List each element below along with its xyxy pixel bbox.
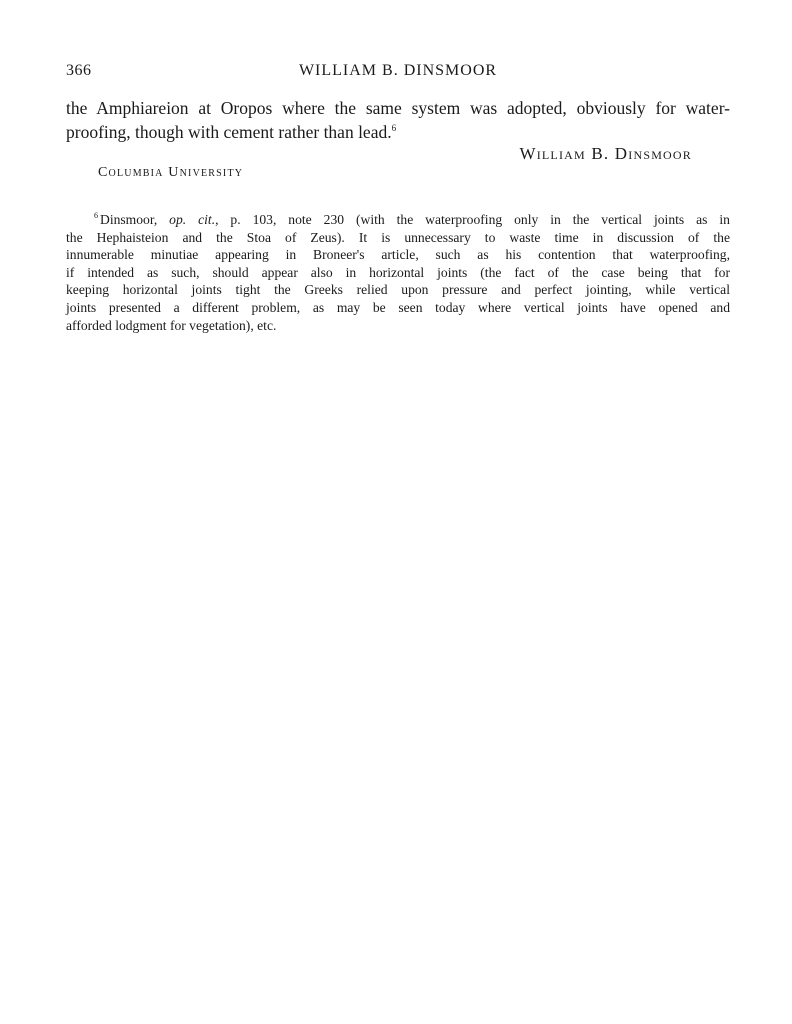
footnote-line: innumerable minutiae appearing in Broneer's article, such as his contention that waterproofing,: [66, 247, 730, 263]
body-paragraph: [66, 96, 730, 144]
running-head: [66, 62, 730, 86]
body-line-text: proofing, though with cement rather than lead.: [66, 122, 392, 142]
body-line: the Amphiareion at Oropos where the same system was adopted, obviously for water-: [66, 98, 730, 118]
author-signature: William B. Dinsmoor: [519, 144, 692, 163]
footnote-citation: op. cit.: [169, 212, 216, 227]
footnote: [66, 211, 730, 334]
footnote-line: keeping horizontal joints tight the Greeks relied upon pressure and perfect jointing, while vertical: [66, 282, 730, 298]
footnote-line: the Hephaisteion and the Stoa of Zeus). It is unnecessary to waste time in discussion of the: [66, 229, 730, 245]
footnote-line: afforded lodgment for vegetation), etc.: [66, 317, 277, 333]
footnote-text: Dinsmoor,: [100, 212, 170, 227]
footnote-line: if intended as such, should appear also in horizontal joints (the fact of the case being that for: [66, 264, 730, 280]
running-title: WILLIAM B. DINSMOOR: [298, 62, 498, 79]
footnote-marker: 6: [94, 211, 98, 221]
page-number: 366: [66, 62, 92, 79]
author-affiliation: Columbia University: [98, 165, 244, 180]
footnote-text: , p. 103, note 230 (with the waterproofing only in the vertical joints as in: [215, 212, 730, 227]
footnote-reference: 6: [391, 123, 397, 134]
footnote-line: [66, 211, 730, 229]
body-line-last: [66, 120, 730, 144]
footnote-line: joints presented a different problem, as may be seen today where vertical joints have opened and: [66, 299, 730, 315]
